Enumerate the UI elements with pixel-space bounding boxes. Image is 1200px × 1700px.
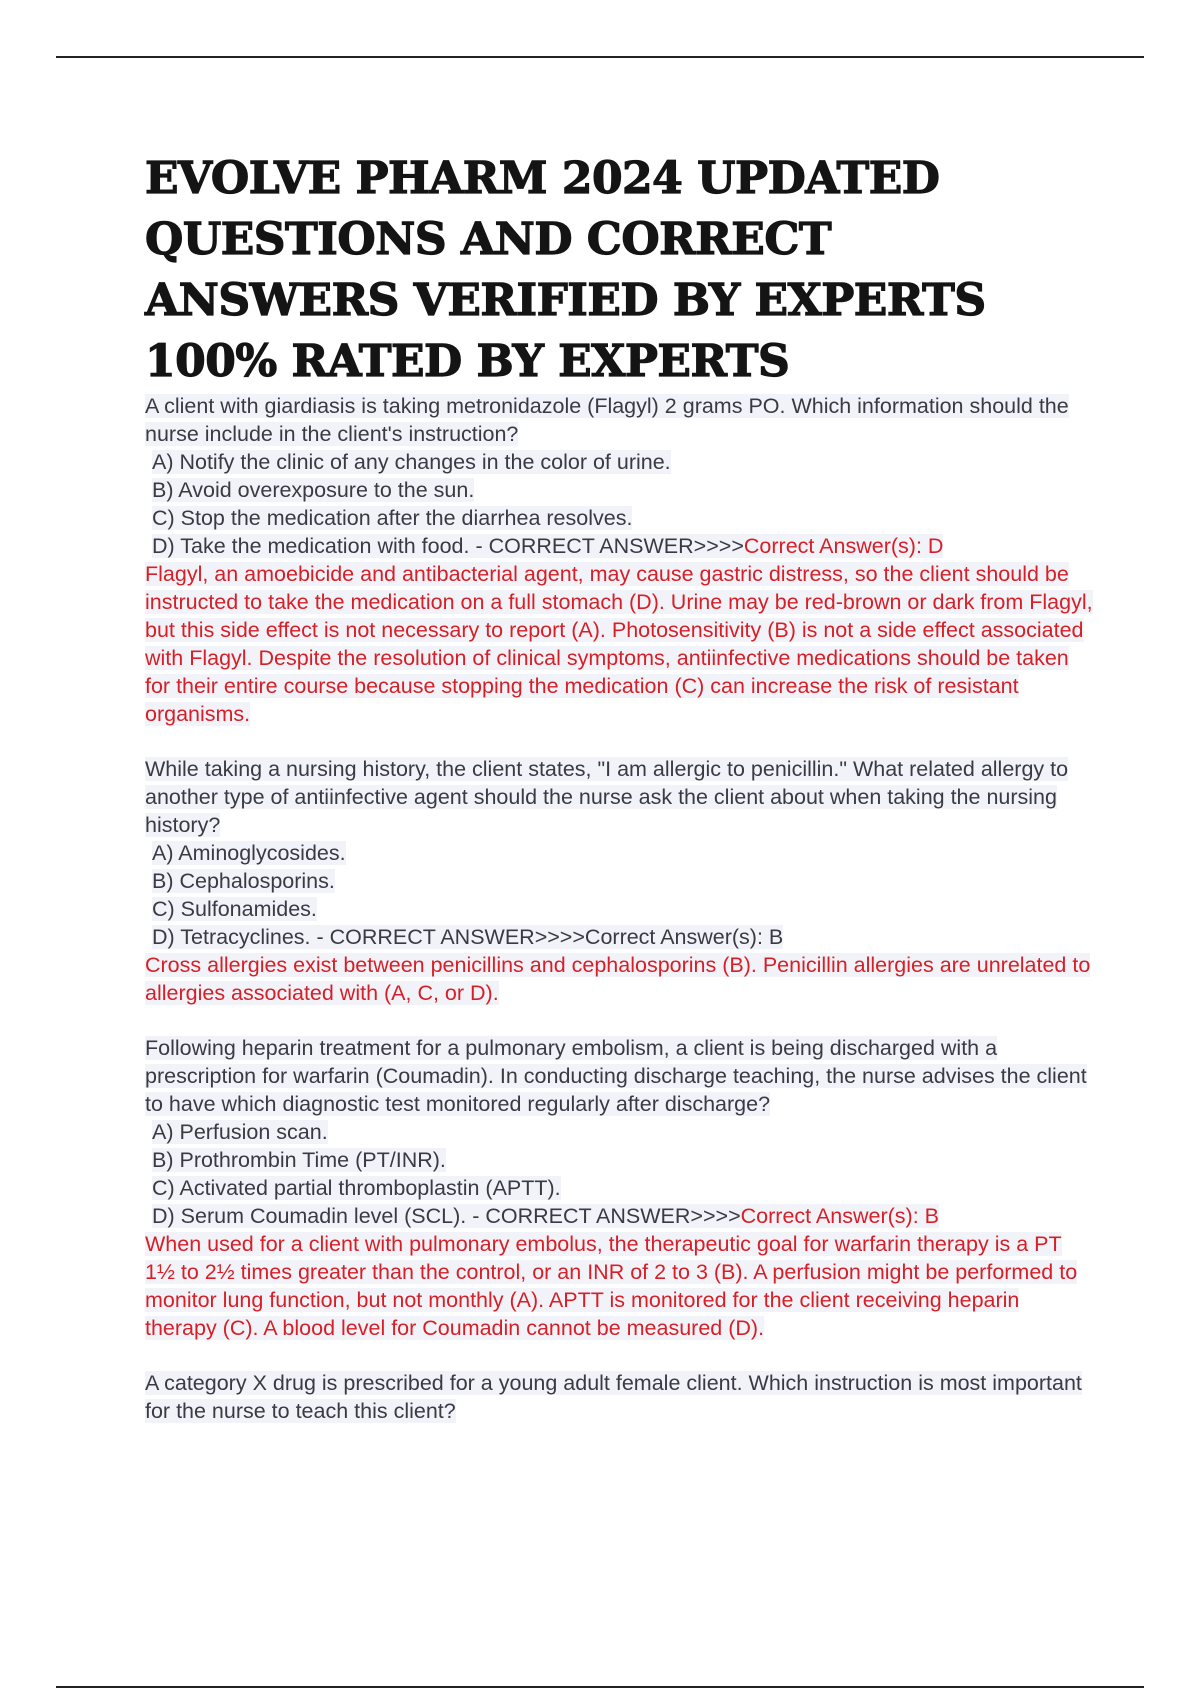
spacer: [145, 1007, 1095, 1034]
option-b: B) Avoid overexposure to the sun.: [152, 478, 475, 502]
option-b: B) Prothrombin Time (PT/INR).: [152, 1148, 446, 1172]
option-d: D) Tetracyclines.: [152, 925, 311, 949]
rationale: When used for a client with pulmonary embolus, the therapeutic goal for warfarin therapy is a PT 1½ to 2½ times greater than the control, or an INR of 2 to 3 (B). A perfusion might be performed to monitor lung function, but not monthly (A). APTT is monitored for the client receiving heparin therapy (C). A blood level for Coumadin cannot be measured (D).: [145, 1232, 1078, 1340]
question-block-2: [145, 755, 1095, 1007]
spacer: [145, 728, 1095, 755]
option-d: D) Take the medication with food.: [152, 534, 470, 558]
question-block-1: [145, 392, 1095, 728]
option-a: A) Notify the clinic of any changes in the color of urine.: [152, 450, 671, 474]
answer-marker: - CORRECT ANSWER>>>>: [310, 925, 585, 949]
question-block-3: [145, 1034, 1095, 1342]
rationale: Cross allergies exist between penicillins and cephalosporins (B). Penicillin allergies are unrelated to allergies associated with (A, C, or D).: [145, 953, 1091, 1005]
option-c: C) Stop the medication after the diarrhea resolves.: [152, 506, 633, 530]
rationale: Flagyl, an amoebicide and antibacterial agent, may cause gastric distress, so the client should be instructed to take the medication on a full stomach (D). Urine may be red-brown or dark from Flagyl, but this side effect is not necessary to report (A). Photosensitivity (B) is not a side effect associated with Flagyl. Despite the resolution of clinical symptoms, antiinfective medications should be taken for their entire course because stopping the medication (C) can increase the risk of resistant organisms.: [145, 562, 1093, 726]
top-rule: [56, 56, 1144, 58]
document-title: EVOLVE PHARM 2024 UPDATED QUESTIONS AND CORRECT ANSWERS VERIFIED BY EXPERTS 100% RATED BY EXPERTS: [145, 153, 986, 387]
question-text: A category X drug is prescribed for a young adult female client. Which instruction is most important for the nurse to teach this client?: [145, 1371, 1082, 1423]
option-c: C) Sulfonamides.: [152, 897, 317, 921]
answer-head: Correct Answer(s): D: [743, 534, 944, 558]
question-block-4: [145, 1369, 1095, 1425]
document-body: [145, 148, 1095, 1425]
answer-marker: - CORRECT ANSWER>>>>: [466, 1204, 741, 1228]
option-a: A) Perfusion scan.: [152, 1120, 328, 1144]
option-a: A) Aminoglycosides.: [152, 841, 346, 865]
option-d: D) Serum Coumadin level (SCL).: [152, 1204, 467, 1228]
bottom-rule: [56, 1686, 1144, 1688]
question-text: Following heparin treatment for a pulmonary embolism, a client is being discharged with a prescription for warfarin (Coumadin). In conducting discharge teaching, the nurse advises the client to have which diagnostic test monitored regularly after discharge?: [145, 1036, 1087, 1116]
question-text: While taking a nursing history, the client states, "I am allergic to penicillin." What related allergy to another type of antiinfective agent should the nurse ask the client about when taking the nursing history?: [145, 757, 1069, 837]
answer-head: Correct Answer(s): B: [584, 925, 784, 949]
question-text: A client with giardiasis is taking metronidazole (Flagyl) 2 grams PO. Which information should the nurse include in the client's instruction?: [145, 394, 1069, 446]
option-b: B) Cephalosporins.: [152, 869, 335, 893]
option-c: C) Activated partial thromboplastin (APTT).: [152, 1176, 561, 1200]
answer-marker: - CORRECT ANSWER>>>>: [469, 534, 744, 558]
answer-head: Correct Answer(s): B: [740, 1204, 939, 1228]
spacer: [145, 1342, 1095, 1369]
